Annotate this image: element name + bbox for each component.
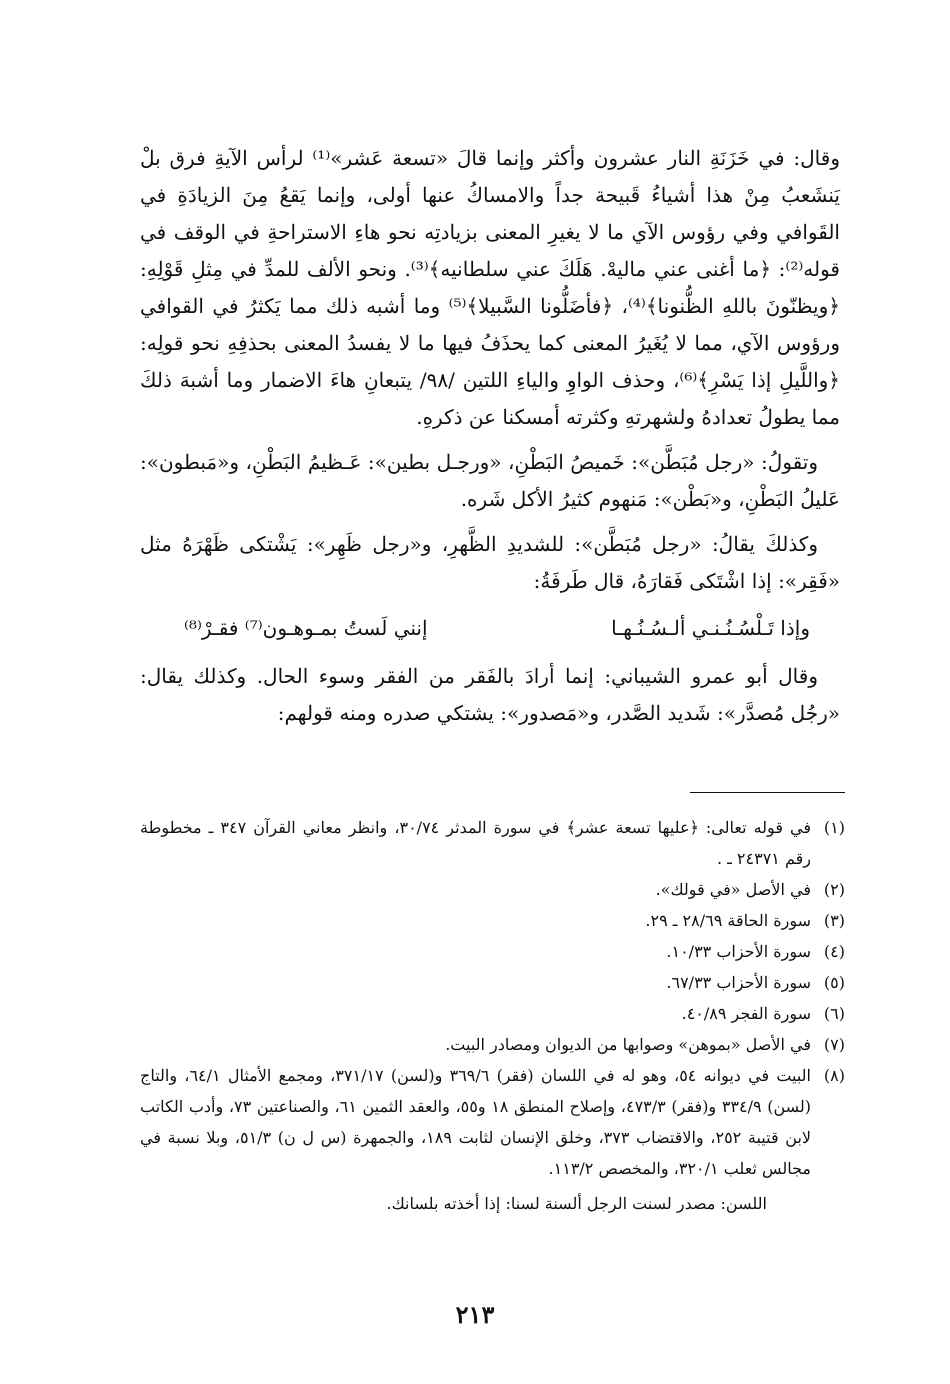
paragraph-3: وكذلكَ يقالُ: «رجل مُبَطَّن»: للشديدِ الظَّهرِ، و«رجل ظَهِر»: يَشْتكى ظَهْرَهُ مثل «فَقِر»: إذا اشْتَكى فَقارَهُ، قال طَرفَةُ: <box>140 532 840 593</box>
footnote-5 <box>140 967 845 998</box>
footnote-number: (٥) <box>823 973 845 992</box>
footnote-text: البيت في ديوانه ٥٤، وهو له في اللسان (فقر) ٣٦٩/٦ و(لسن) ٣٧١/١٧، ومجمع الأمثال ٦٤/١، والتاج (لسن) ٣٣٤/٩ و(فقر) ٤٧٣/٣، وإصلاح المنطق ١٨ و٥٥، والعقد الثمين ٦١، والصناعتين ٧٣، وأدب الكاتب لابن قتيبة ٢٥٢، والاقتضاب ٣٧٣، وخلق الإنسان لثابت ١٨٩، والجمهرة (س ل ن) ٥١/٣، وبلا نسبة في مجالس ثعلب ٣٢٠/١، والمخصص ١١٣/٢. <box>140 1066 812 1178</box>
footnote-text: سورة الأحزاب ١٠/٣٣. <box>666 942 811 961</box>
footnote-1 <box>140 812 845 874</box>
footnote-6 <box>140 998 845 1029</box>
footnote-number: (٦) <box>823 1004 845 1023</box>
footnote-8 <box>140 1060 845 1184</box>
footnote-number: (٢) <box>823 880 845 899</box>
page-number: ٢١٣ <box>455 1300 495 1329</box>
footnote-number: (١) <box>823 818 845 837</box>
footnote-number: (٨) <box>823 1066 846 1085</box>
footnote-text: في قوله تعالى: ﴿عليها تسعة عشر﴾ في سورة المدثر ٣٠/٧٤، وانظر معاني القرآن ٣٤٧ ـ مخطوطة رقم ٢٤٣٧١ ـ . <box>140 818 811 868</box>
footnote-text: في الأصل «في قولك». <box>655 880 811 899</box>
footnote-gloss: اللسن: مصدر لسنت الرجل ألسنة لسنا: إذا أخذته بلسانك. <box>386 1194 767 1213</box>
footnote-text: في الأصل «بموهن» وصوابها من الديوان ومصادر البيت. <box>445 1035 811 1054</box>
footnotes <box>140 812 845 1219</box>
footnote-7 <box>140 1029 845 1060</box>
footnote-text: سورة الأحزاب ٦٧/٣٣. <box>666 973 811 992</box>
verse-first-hemistich: وإذا تَـلْسُـنُـنـي ألـسُـنُـهـا <box>611 616 810 640</box>
footnote-number: (٤) <box>823 942 845 961</box>
footnote-number: (٣) <box>823 911 845 930</box>
paragraph-2: وتقولُ: «رجل مُبَطَّن»: خَميصُ البَطْنِ، «ورجـل بطين»: عَـظيمُ البَطْنِ، و«مَبطون»: عَليلُ البَطْنِ، و«بَطْن»: مَنهوم كثيرُ الأكل شَره. <box>140 450 840 511</box>
footnote-number: (٧) <box>823 1035 845 1054</box>
verse-second-hemistich: إنني لَستُ بمـوهـون⁽⁷⁾ فقـرْ⁽⁸⁾ <box>184 616 428 640</box>
footnote-2 <box>140 874 845 905</box>
footnote-separator <box>690 792 845 793</box>
footnote-text: سورة الفجر ٤٠/٨٩. <box>681 1004 811 1023</box>
paragraph-4: وقال أبو عمرو الشيباني: إنما أرادَ بالفَقر من الفقر وسوء الحال. وكذلك يقال: «رجُل مُصدَّر»: شَديد الصَّدر، و«مَصدور»: يشتكي صدره ومنه قولهم: <box>140 664 840 725</box>
footnote-4 <box>140 936 845 967</box>
main-text <box>140 140 840 740</box>
footnote-3 <box>140 905 845 936</box>
paragraph-1: وقال: في خَزَنَةِ النار عشرون وأكثر وإنما قالَ «تسعة عَشر»⁽¹⁾ لرأس الآيةِ فرق بلْ يَنشَعبُ مِنْ هذا أشياءُ قَبيحة جداً والامساكُ عنها أولى، وإنما يَقعُ مِنَ الزيادَةِ في القَوافي وفي رؤوس الآي ما لا يغيرِ المعنى بزيادتِه نحو هاءِ الاستراحةِ في الوقف في قوله⁽²⁾: ﴿ما أغنى عني ماليهْ. هَلَكَ عني سلطانيه﴾⁽³⁾. ونحو الألف للمدِّ في مِثلِ قَوْلِهِ: ﴿ويظنّونَ باللهِ الظُّنونا﴾⁽⁴⁾، ﴿فأضَلُّونا السَّبيلا﴾⁽⁵⁾ وما أشبه ذلك مما يَكثرُ في القوافي ورؤوس الآي، مما لا يُغَيرُ المعنى كما يحذَفُ فيها ما لا يفسدُ المعنى بحذفِهِ نحو قولِه: ﴿واللَّيلِ إذا يَسْرِ﴾⁽⁶⁾، وحذف الواوِ والياءِ اللتين /٩٨/ يتبعانِ هاءَ الاضمار وما أشبهَ ذلكَ مما يطولُ تعدادهُ ولشهرتهِ وكثرته أمسكنا عن ذكرهِ. <box>140 146 841 429</box>
poetry-verse <box>140 608 840 648</box>
footnote-text: سورة الحاقة ٢٨/٦٩ ـ ٢٩. <box>645 911 811 930</box>
